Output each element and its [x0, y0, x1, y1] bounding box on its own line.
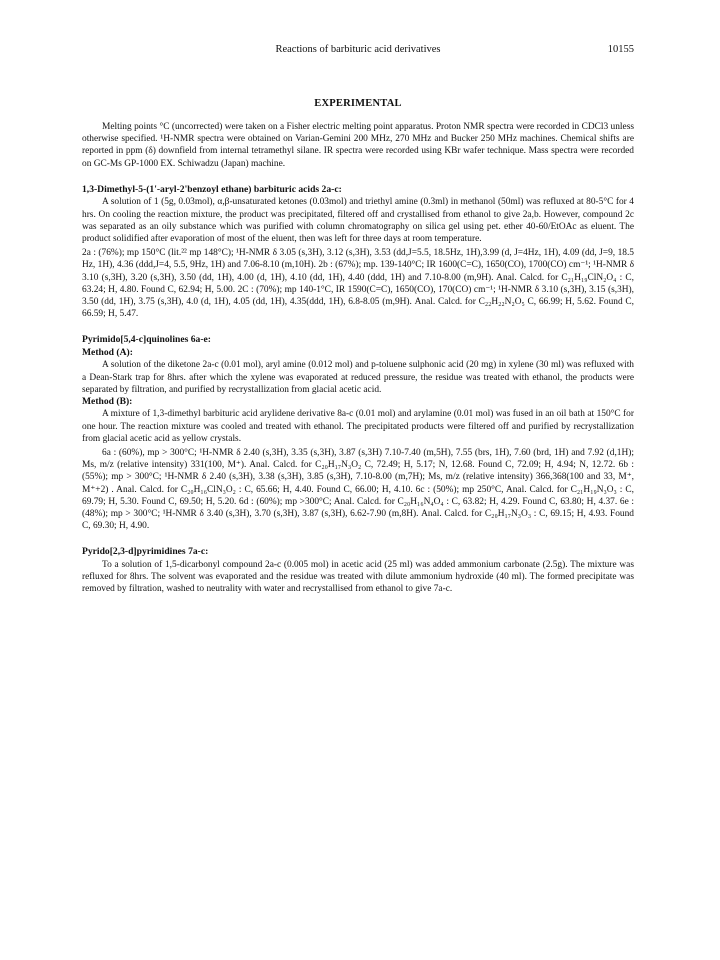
- page: [82, 44, 634, 596]
- section3-paragraph: To a solution of 1,5-dicarbonyl compound 2a-c (0.005 mol) in acetic acid (25 ml) was added ammonium carbonate (2.5g). The mixture was refluxed for 8hrs. The solvent was evaporated and the residue was treated with dilute ammonium hydroxide (40 ml). The formed precipitate was removed by filtration, washed to neutrality with water and recrystallised from ethanol to give 7a-c.: [82, 559, 634, 595]
- section2-compound-data: 6a : (60%), mp > 300°C; ¹H-NMR δ 2.40 (s,3H), 3.35 (s,3H), 3.87 (s,3H) 7.10-7.40 (m,5H), 7.55 (brs, 1H), 7.60 (brd, 1H) and 7.92 (d,1H); Ms, m/z (relative intensity) 331(100, M⁺). Anal. Calcd. for C₂₀H₁₇N₃O₂ C, 72.49; H, 5.17; N, 12.68. Found C, 72.09; H, 4.94; N, 12.72. 6b : (55%); mp > 300°C; ¹H-NMR δ 2.40 (s,3H), 3.38 (s,3H), 3.85 (s,3H), 7.10-8.00 (m,7H); Ms, m/z (relative intensity) 366,368(100 and 33, M⁺, M⁺+2) . Anal. Calcd. for C₂₀H₁₆ClN₃O₂ : C, 65.66; H, 4.40. Found C, 66.00; H, 4.10. 6c : (50%); mp 250°C, Anal. Calcd. for C₂₁H₁₉N₃O₃ : C, 69.79; H, 5.30. Found C, 69.50; H, 5.20. 6d : (60%); mp >300°C; Anal. Calcd. for C₂₀H₁₆N₄O₄ : C, 63.82; H, 4.29. Found C, 63.80; H, 4.37. 6e : (48%); mp > 300°C; ¹H-NMR δ 3.40 (s,3H), 3.70 (s,3H), 3.87 (s,3H), 6.62-7.90 (m,8H). Anal. Calcd. for C₂₀H₁₇N₃O₃ : C, 69.15; H, 4.93. Found C, 69.30; H, 4.90.: [82, 448, 634, 532]
- section-title: EXPERIMENTAL: [314, 98, 402, 109]
- running-header: [82, 44, 634, 60]
- section2-heading: Pyrimido[5,4-c]quinolines 6a-e:: [82, 334, 211, 346]
- method-b-heading: Method (B):: [82, 395, 133, 407]
- page-number: 10155: [607, 44, 634, 55]
- section1-paragraph: A solution of 1 (5g, 0.03mol), α,β-unsaturated ketones (0.03mol) and triethyl amine (0.3ml) in methanol (50ml) was refluxed at 80-5°C for 4 hrs. On cooling the reaction mixture, the product was precipitated, filtered off and crystallised from ethanol to give 2a,b. However, compound 2c was separated as an oily substance which was purified with column chromatography on silica gel using pet. ether 40-60/EtOAc as eluent. The product solidified after evaporation of most of the eluent, then was left for three days at room temperature.: [82, 197, 634, 244]
- method-a-heading: Method (A):: [82, 346, 133, 358]
- intro-paragraph: Melting points °C (uncorrected) were taken on a Fisher electric melting point apparatus. Proton NMR spectra were recorded in CDCl3 unless otherwise specified. ¹H-NMR spectra were obtained on Varian-Gemini 200 MHz, 270 MHz and Bucker 250 MHz machines. Chemical shifts are reported in ppm (δ) downfield from internal tetramethyl silane. IR spectra were recorded using KBr wafer technique. Mass spectra were recorded on GC-Ms GP-1000 EX. Schiwadzu (Japan) machine.: [82, 122, 634, 169]
- running-title: Reactions of barbituric acid derivatives: [275, 44, 441, 55]
- section3-heading: Pyrido[2,3-d]pyrimidines 7a-c:: [82, 546, 209, 558]
- method-b-paragraph: A mixture of 1,3-dimethyl barbituric acid arylidene derivative 8a-c (0.01 mol) and arylamine (0.01 mol) was fused in an oil bath at 150°C for one hour. The reaction mixture was cooled and treated with ethanol. The precipitated products were filtered off and purified by recrystallization from glacial acetic acid as yellow crystals.: [82, 409, 634, 444]
- method-a-paragraph: A solution of the diketone 2a-c (0.01 mol), aryl amine (0.012 mol) and p-toluene sulphonic acid (20 mg) in xylene (30 ml) was refluxed with a Dean-Stark trap for 8hrs. after which the xylene was evaporated at reduced pressure, the residue was treated with ethanol, the products were separated by filtration, and purified by recrystallization from glacial acetic acid.: [82, 360, 634, 395]
- section1-heading: 1,3-Dimethyl-5-(1'-aryl-2'benzoyl ethane) barbituric acids 2a-c:: [82, 183, 342, 195]
- section1-compound-data: 2a : (76%); mp 150°C (lit.²² mp 148°C); ¹H-NMR δ 3.05 (s,3H), 3.12 (s,3H), 3.53 (dd,J=5.5, 18.5Hz, 1H),3.99 (d, J=4Hz, 1H), 4.09 (dd, J=9, 18.5 Hz, 1H), 4.36 (ddd,J=4, 5.5, 9Hz, 1H) and 7.06-8.10 (m,10H). 2b : (67%); mp. 139-140°C; IR 1600(C=C), 1650(CO), 1700(CO) cm⁻¹; ¹H-NMR δ 3.10 (s,3H), 3.20 (s,3H), 3.50 (dd, 1H), 4.00 (d, 1H), 4.10 (dd, 1H), 4.40 (ddd, 1H) and 7.10-8.00 (m,9H). Anal. Calcd. for C₂₁H₁₉ClN₂O₄ : C, 63.24; H, 4.80. Found C, 62.94; H, 5.00. 2C : (70%); mp 140-1°C, IR 1590(C=C), 1650(CO), 170(CO) cm⁻¹; ¹H-NMR δ 3.10 (s,3H), 3.15 (s,3H), 3.50 (dd, 1H), 3.75 (s,3H), 4.0 (d, 1H), 4.05 (dd, 1H), 4.35(ddd, 1H), 6.8-8.05 (m,9H). Anal. Calcd. for C₂₂H₂₂N₂O₅ C, 66.99; H, 5.62. Found C, 66.59; H, 5.47.: [82, 248, 634, 320]
